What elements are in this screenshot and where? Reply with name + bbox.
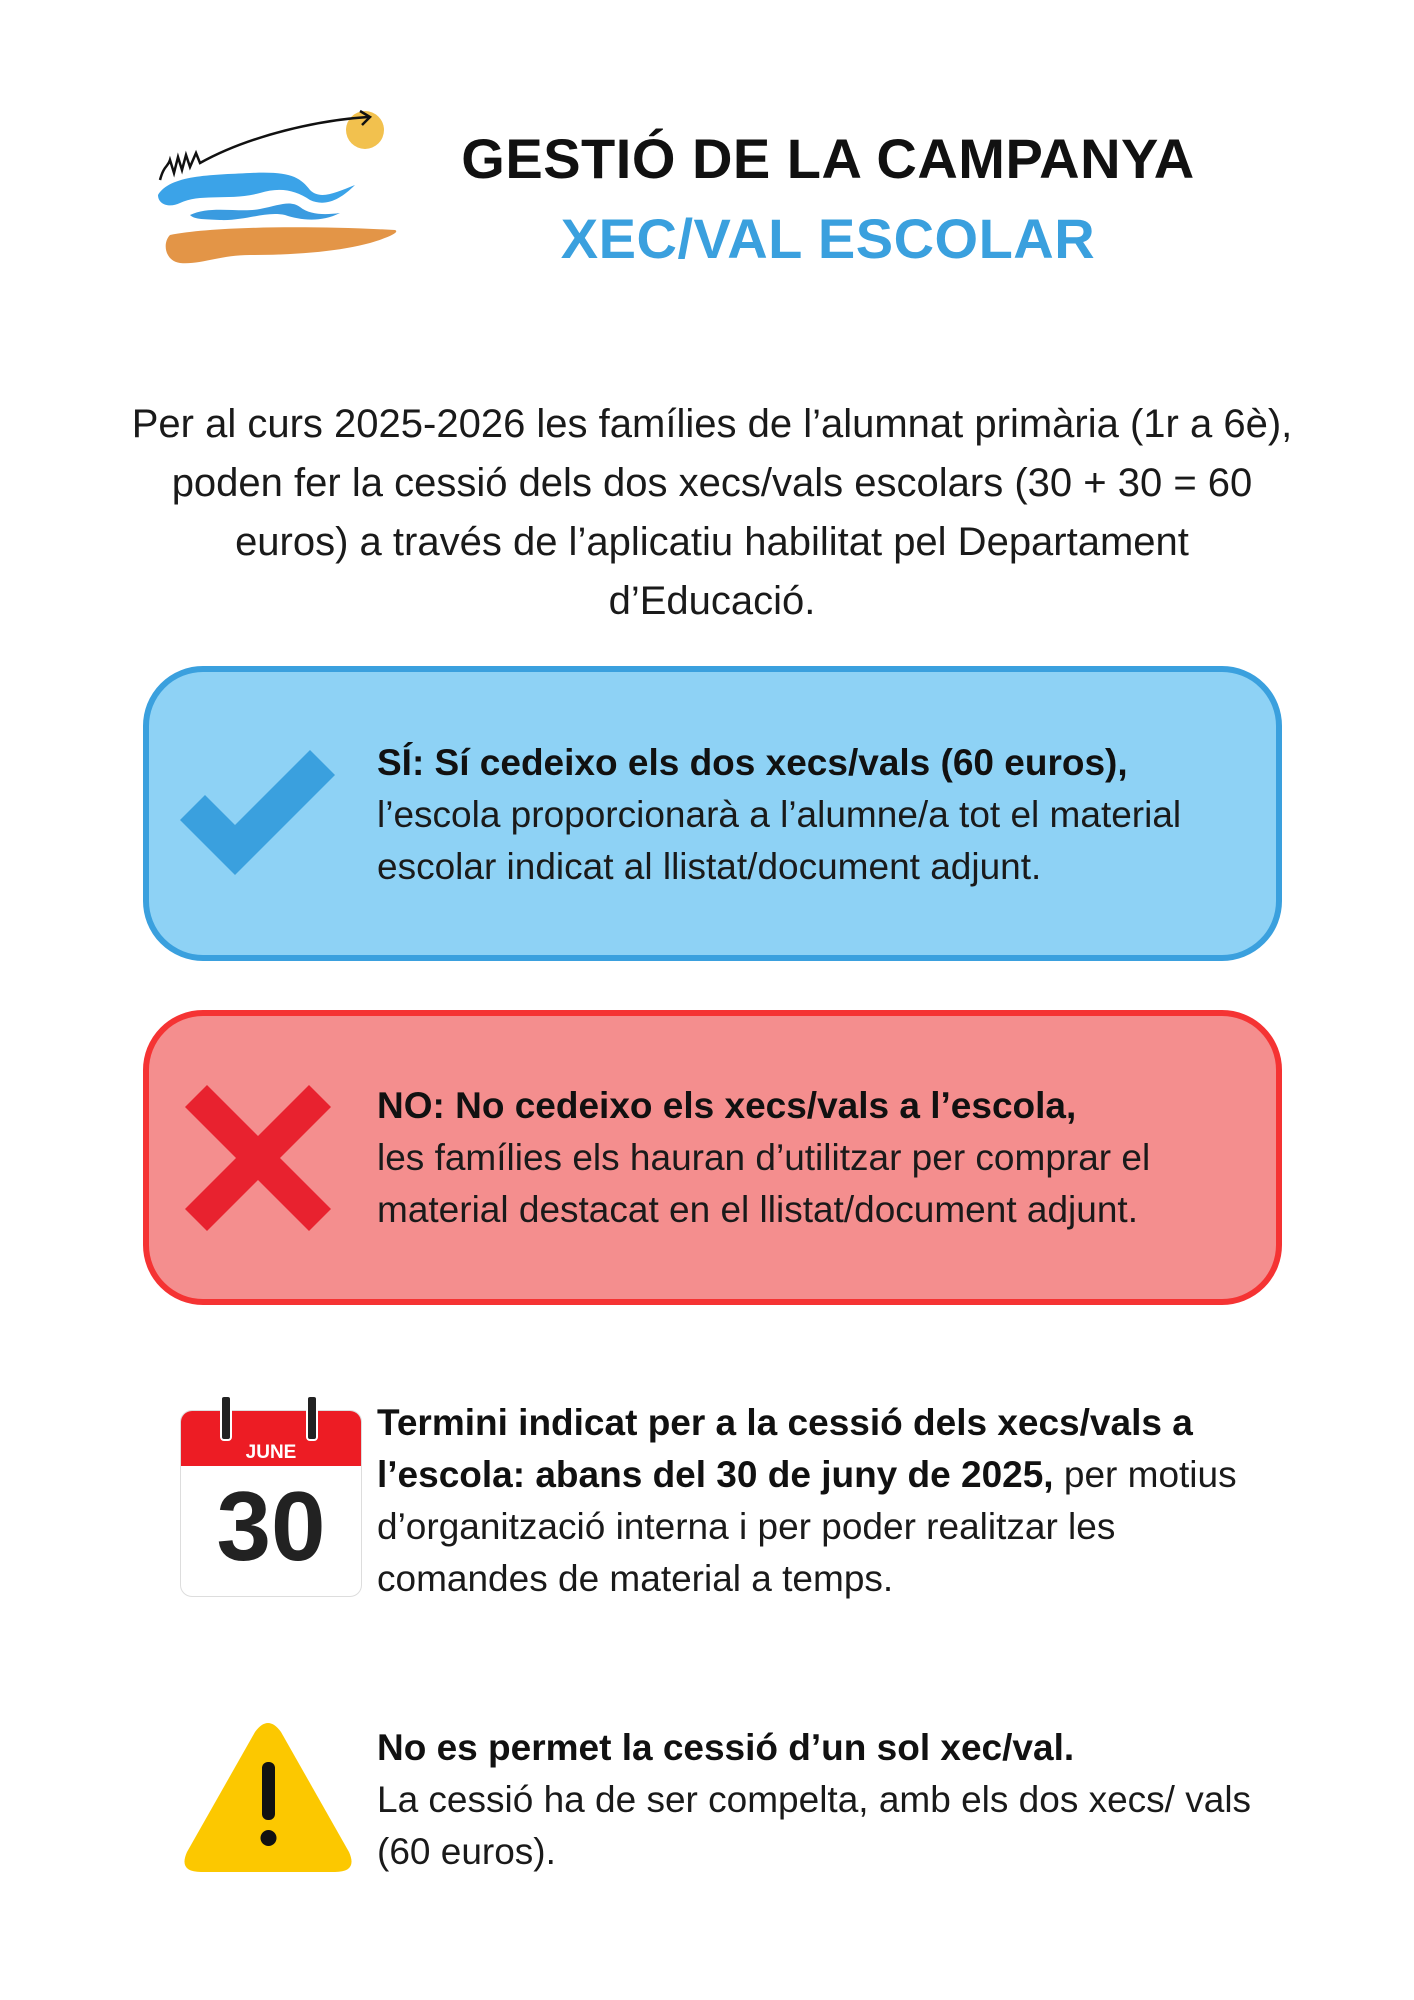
- warning-icon: [183, 1722, 353, 1874]
- deadline-bold: Termini indicat per a la cessió dels xecs/vals a l’escola: abans del 30 de juny de 2025,: [377, 1402, 1193, 1495]
- calendar-ring: [306, 1395, 318, 1441]
- title-line-1: GESTIÓ DE LA CAMPANYA: [461, 127, 1195, 190]
- option-yes-description: l’escola proporcionarà a l’alumne/a tot el material escolar indicat al llistat/document adjunt.: [377, 794, 1182, 887]
- calendar-ring: [220, 1395, 232, 1441]
- calendar-icon: [180, 1410, 362, 1597]
- intro-paragraph: Per al curs 2025-2026 les famílies de l’alumnat primària (1r a 6è), poden fer la cessió dels dos xecs/vals escolars (30 + 30 = 60 euros) a través de l’aplicatiu habilitat pel Departament d’Educació.: [131, 402, 1293, 623]
- calendar-month: JUNE: [181, 1411, 361, 1466]
- calendar-day: 30: [216, 1471, 326, 1581]
- option-yes-text: [377, 737, 1277, 893]
- option-no-bold: NO: No cedeixo els xecs/vals a l’escola,: [377, 1085, 1077, 1126]
- title-line-2: XEC/VAL ESCOLAR: [560, 207, 1096, 270]
- warning-description: La cessió ha de ser compelta, amb els dos xecs/ vals (60 euros).: [377, 1779, 1252, 1872]
- option-no-text: [377, 1080, 1277, 1236]
- warning-bold: No es permet la cessió d’un sol xec/val.: [377, 1727, 1075, 1768]
- deadline-description: per motius d’organització interna i per poder realitzar les comandes de material a temps.: [377, 1454, 1237, 1599]
- checkmark-icon: [180, 750, 340, 880]
- option-no-description: les famílies els hauran d’utilitzar per comprar el material destacat en el llistat/document adjunt.: [377, 1137, 1151, 1230]
- cross-icon: [185, 1085, 331, 1231]
- option-yes-bold: SÍ: Sí cedeixo els dos xecs/vals (60 euros),: [377, 742, 1128, 783]
- warning-text: [377, 1722, 1277, 1878]
- school-logo: [150, 105, 420, 285]
- deadline-text: [377, 1397, 1277, 1605]
